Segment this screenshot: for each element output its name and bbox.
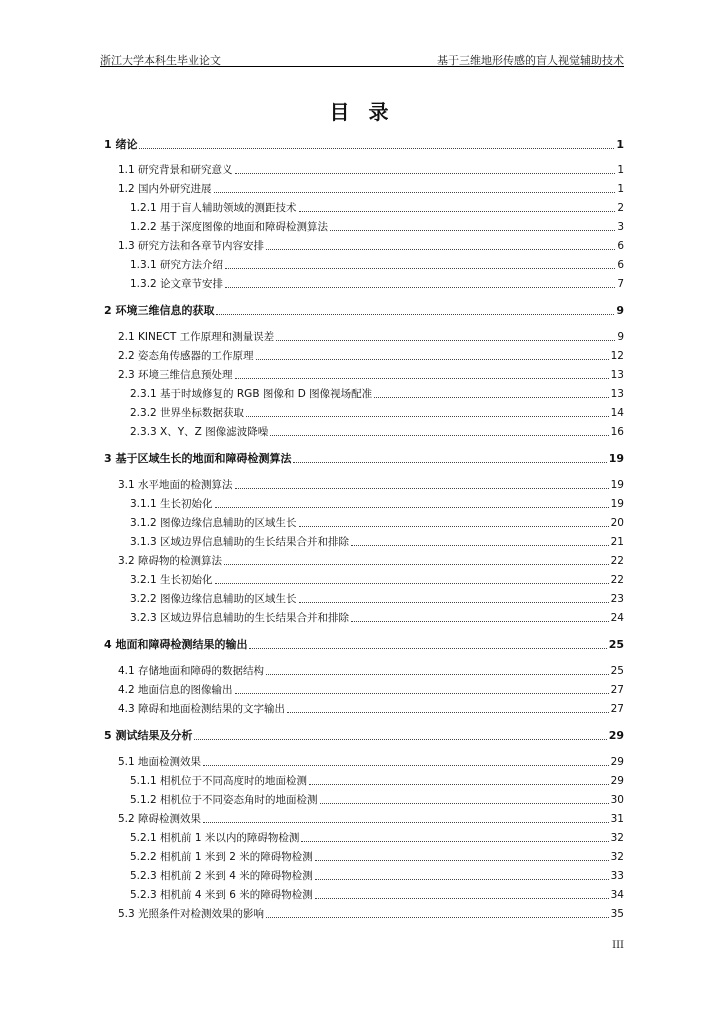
- toc-entry[interactable]: [104, 474, 624, 492]
- toc-entry-label: 5 测试结果及分析: [104, 729, 193, 742]
- toc-entry[interactable]: [104, 679, 624, 697]
- toc-entry-label: 1.2 国内外研究进展: [118, 183, 212, 195]
- toc-entry[interactable]: [104, 345, 624, 363]
- toc-entry-page: 12: [610, 350, 624, 362]
- toc-entry[interactable]: [104, 789, 624, 807]
- toc-entry-page: 2: [617, 202, 624, 214]
- toc-entry-label: 3 基于区域生长的地面和障碍检测算法: [104, 452, 292, 465]
- toc-entry-page: 19: [608, 452, 624, 465]
- toc-entry-label: 1.3.2 论文章节安排: [130, 278, 224, 290]
- toc-leader-dots: [299, 602, 609, 603]
- toc-entry-page: 29: [610, 775, 624, 787]
- toc-entry-label: 4.1 存储地面和障碍的数据结构: [118, 665, 265, 677]
- toc-entry-page: 32: [610, 851, 624, 863]
- toc-entry-page: 16: [610, 426, 624, 438]
- header-right-text: 基于三维地形传感的盲人视觉辅助技术: [437, 54, 624, 67]
- toc-entry[interactable]: [104, 808, 624, 826]
- toc-entry-label: 5.2.3 相机前 4 米到 6 米的障碍物检测: [130, 889, 313, 901]
- toc-entry[interactable]: [104, 884, 624, 902]
- toc-entry-label: 2.3.2 世界坐标数据获取: [130, 407, 245, 419]
- toc-leader-dots: [266, 674, 609, 675]
- toc-entry-page: 24: [610, 612, 624, 624]
- toc-leader-dots: [351, 621, 609, 622]
- toc-entry-label: 5.1.1 相机位于不同高度时的地面检测: [130, 775, 308, 787]
- toc-entry[interactable]: [104, 660, 624, 678]
- toc-entry-page: 9: [617, 331, 624, 343]
- toc-entry[interactable]: [104, 903, 624, 921]
- toc-entry-label: 3.1 水平地面的检测算法: [118, 479, 233, 491]
- toc-entry[interactable]: [104, 178, 624, 196]
- toc-entry-page: 23: [610, 593, 624, 605]
- toc-entry[interactable]: [104, 254, 624, 272]
- toc-leader-dots: [270, 435, 608, 436]
- toc-entry-label: 3.1.2 图像边缘信息辅助的区域生长: [130, 517, 297, 529]
- toc-entry-page: 29: [608, 729, 624, 742]
- toc-leader-dots: [266, 917, 609, 918]
- toc-entry-page: 1: [616, 138, 624, 151]
- toc-entry[interactable]: [104, 216, 624, 234]
- toc-entry-label: 5.3 光照条件对检测效果的影响: [118, 908, 265, 920]
- toc-leader-dots: [374, 397, 609, 398]
- toc-entry[interactable]: [104, 300, 624, 318]
- toc-entry-label: 2.3.3 X、Y、Z 图像滤波降噪: [130, 426, 269, 438]
- toc-entry[interactable]: [104, 569, 624, 587]
- toc-entry[interactable]: [104, 402, 624, 420]
- toc-entry[interactable]: [104, 235, 624, 253]
- toc-entry[interactable]: [104, 197, 624, 215]
- toc-entry-label: 1.3 研究方法和各章节内容安排: [118, 240, 265, 252]
- toc-leader-dots: [351, 545, 609, 546]
- toc-entry[interactable]: [104, 846, 624, 864]
- toc-entry[interactable]: [104, 448, 624, 466]
- toc-leader-dots: [225, 268, 615, 269]
- toc-leader-dots: [216, 314, 614, 315]
- toc-entry[interactable]: [104, 725, 624, 743]
- page-number: III: [612, 940, 624, 951]
- toc-entry[interactable]: [104, 607, 624, 625]
- toc-leader-dots: [203, 822, 609, 823]
- toc-entry-page: 13: [610, 388, 624, 400]
- toc-entry-label: 1.3.1 研究方法介绍: [130, 259, 224, 271]
- toc-leader-dots: [214, 192, 616, 193]
- toc-leader-dots: [320, 803, 609, 804]
- toc-leader-dots: [224, 564, 609, 565]
- toc-entry-label: 4.3 障碍和地面检测结果的文字输出: [118, 703, 286, 715]
- toc-entry-page: 34: [610, 889, 624, 901]
- toc-leader-dots: [235, 693, 609, 694]
- toc-entry-label: 1.2.2 基于深度图像的地面和障碍检测算法: [130, 221, 329, 233]
- toc-entry[interactable]: [104, 588, 624, 606]
- toc-entry[interactable]: [104, 159, 624, 177]
- toc-entry-label: 1.1 研究背景和研究意义: [118, 164, 233, 176]
- toc-leader-dots: [266, 249, 615, 250]
- toc-entry-page: 22: [610, 555, 624, 567]
- toc-entry-page: 35: [610, 908, 624, 920]
- toc-entry[interactable]: [104, 751, 624, 769]
- toc-entry-label: 3.2 障碍物的检测算法: [118, 555, 223, 567]
- toc-leader-dots: [299, 211, 616, 212]
- page-title: 目 录: [329, 100, 395, 124]
- toc-leader-dots: [194, 739, 606, 740]
- toc-entry-page: 19: [610, 479, 624, 491]
- toc-entry-label: 1 绪论: [104, 138, 138, 151]
- toc-entry-label: 3.1.3 区域边界信息辅助的生长结果合并和排除: [130, 536, 350, 548]
- toc-entry-page: 27: [610, 684, 624, 696]
- toc-leader-dots: [299, 526, 609, 527]
- toc-entry-page: 20: [610, 517, 624, 529]
- toc-entry-page: 25: [608, 638, 624, 651]
- toc-entry-label: 1.2.1 用于盲人辅助领域的测距技术: [130, 202, 297, 214]
- toc-entry-label: 5.1.2 相机位于不同姿态角时的地面检测: [130, 794, 318, 806]
- header-left-text: 浙江大学本科生毕业论文: [100, 54, 221, 67]
- toc-leader-dots: [235, 173, 616, 174]
- toc-entry-page: 21: [610, 536, 624, 548]
- toc-entry-label: 2.3.1 基于时域修复的 RGB 图像和 D 图像视场配准: [130, 388, 373, 400]
- toc-leader-dots: [315, 860, 609, 861]
- toc-leader-dots: [139, 148, 614, 149]
- toc-entry[interactable]: [104, 634, 624, 652]
- toc-entry[interactable]: [104, 550, 624, 568]
- toc-leader-dots: [301, 841, 608, 842]
- toc-entry-page: 19: [610, 498, 624, 510]
- toc-entry-page: 33: [610, 870, 624, 882]
- toc-entry[interactable]: [104, 531, 624, 549]
- toc-leader-dots: [215, 583, 609, 584]
- toc-entry[interactable]: [104, 493, 624, 511]
- toc-entry-label: 4.2 地面信息的图像输出: [118, 684, 233, 696]
- toc-entry-label: 3.1.1 生长初始化: [130, 498, 213, 510]
- toc-entry[interactable]: [104, 326, 624, 344]
- toc-leader-dots: [235, 488, 609, 489]
- toc-entry-page: 6: [617, 240, 624, 252]
- toc-entry-label: 2 环境三维信息的获取: [104, 304, 215, 317]
- toc-leader-dots: [315, 898, 609, 899]
- toc-entry-page: 32: [610, 832, 624, 844]
- toc-entry[interactable]: [104, 421, 624, 439]
- toc-entry[interactable]: [104, 827, 624, 845]
- toc-entry-label: 2.2 姿态角传感器的工作原理: [118, 350, 254, 362]
- toc-leader-dots: [215, 507, 609, 508]
- toc-entry-label: 5.2.1 相机前 1 米以内的障碍物检测: [130, 832, 300, 844]
- toc-entry[interactable]: [104, 512, 624, 530]
- toc-entry-page: 31: [610, 813, 624, 825]
- toc-entry-label: 3.2.1 生长初始化: [130, 574, 213, 586]
- toc-leader-dots: [235, 378, 609, 379]
- toc-entry-label: 4 地面和障碍检测结果的输出: [104, 638, 248, 651]
- toc-leader-dots: [276, 340, 615, 341]
- toc-entry-page: 1: [617, 183, 624, 195]
- toc-entry[interactable]: [104, 865, 624, 883]
- toc-entry-label: 3.2.2 图像边缘信息辅助的区域生长: [130, 593, 297, 605]
- toc-entry-page: 1: [617, 164, 624, 176]
- toc-entry-page: 3: [617, 221, 624, 233]
- toc-entry-page: 9: [616, 304, 624, 317]
- toc-entry-page: 14: [610, 407, 624, 419]
- toc-leader-dots: [293, 462, 606, 463]
- toc-entry-page: 27: [610, 703, 624, 715]
- toc-entry-page: 30: [610, 794, 624, 806]
- toc-entry[interactable]: [104, 698, 624, 716]
- toc-entry[interactable]: [104, 364, 624, 382]
- toc-leader-dots: [225, 287, 615, 288]
- toc-entry-page: 25: [610, 665, 624, 677]
- toc-entry-page: 13: [610, 369, 624, 381]
- toc-entry[interactable]: [104, 134, 624, 152]
- toc-leader-dots: [330, 230, 615, 231]
- toc-entry-page: 22: [610, 574, 624, 586]
- toc-entry-page: 29: [610, 756, 624, 768]
- toc-entry-label: 5.2.2 相机前 1 米到 2 米的障碍物检测: [130, 851, 313, 863]
- toc-entry-page: 6: [617, 259, 624, 271]
- toc-entry[interactable]: [104, 383, 624, 401]
- toc-entry-label: 2.1 KINECT 工作原理和测量误差: [118, 331, 275, 343]
- toc-entry[interactable]: [104, 273, 624, 291]
- toc-entry-label: 5.2 障碍检测效果: [118, 813, 202, 825]
- toc-leader-dots: [315, 879, 609, 880]
- toc-entry-label: 2.3 环境三维信息预处理: [118, 369, 233, 381]
- toc-leader-dots: [309, 784, 609, 785]
- toc-entry-label: 3.2.3 区域边界信息辅助的生长结果合并和排除: [130, 612, 350, 624]
- header-rule: [100, 66, 624, 67]
- toc-leader-dots: [246, 416, 609, 417]
- toc-leader-dots: [203, 765, 609, 766]
- toc-entry[interactable]: [104, 770, 624, 788]
- toc-leader-dots: [287, 712, 609, 713]
- toc-entry-label: 5.1 地面检测效果: [118, 756, 202, 768]
- toc-entry-label: 5.2.3 相机前 2 米到 4 米的障碍物检测: [130, 870, 313, 882]
- toc-leader-dots: [256, 359, 609, 360]
- toc-entry-page: 7: [617, 278, 624, 290]
- toc-leader-dots: [249, 648, 606, 649]
